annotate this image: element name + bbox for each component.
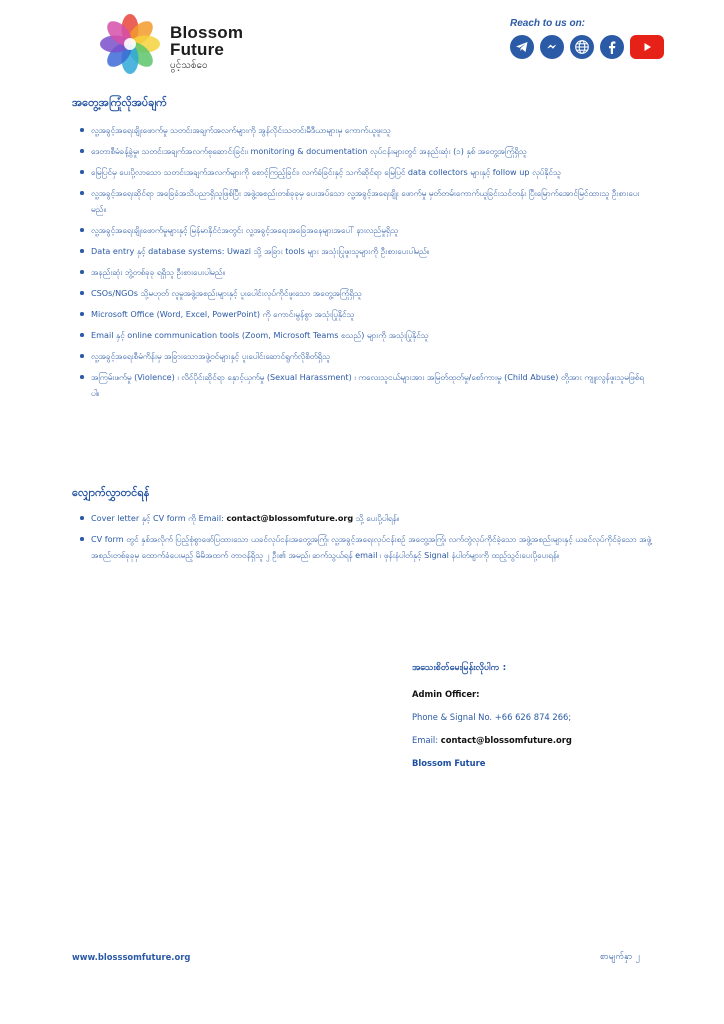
list-item: လူ့အခွင့်အရေးစီမံကိန်းမှ အခြားသောအဖွဲ့ဝင်များနှင့် ပူးပေါင်းဆောင်ရွက်လိုစိတ်ရှိသူ [80, 348, 652, 364]
contact-heading: အသေးစိတ်မေးမြန်းလိုပါက : [412, 663, 507, 673]
brand-name-line1: Blossom [170, 23, 244, 42]
social-links [510, 35, 664, 59]
list-item: မြေပြင်မှ ပေးပို့လာသော သတင်းအချက်အလက်များကို စောင့်ကြည့်ခြင်း၊ လက်ခံခြင်းနှင့် သက်ဆိုင်ရာ မြေပြင် data collectors များနှင့် follow up လုပ်နိုင်သူ [80, 164, 652, 180]
apply-text: သို့ ပေးပို့ပါရန်။ [353, 513, 400, 523]
contact-email-link[interactable]: contact@blossomfuture.org [440, 735, 572, 745]
apply-text: Cover letter နှင့် CV form ကို Email: [91, 513, 227, 523]
footer-url-link[interactable]: www.blosssomfuture.org [72, 952, 191, 962]
globe-icon[interactable] [570, 35, 594, 59]
list-item: လူ့အခွင့်အရေးချိုးဖောက်မှု သတင်းအချက်အလက်များကို အွန်လိုင်းသတင်းမီဒီယာများမှ ကောက်ယူဖူးသူ [80, 122, 652, 138]
footer-page-number: စာမျက်နှာ ၂ [600, 952, 640, 962]
contact-email-row [412, 735, 702, 745]
list-item: CV form တွင် နှစ်အလိုက် ပြည့်စုံစွာဖော်ပြထားသော ယခင်လုပ်ငန်းအတွေ့အကြုံ၊ လူ့အခွင့်အရေးလုပ်ငန်းစဉ် အတွေ့အကြုံ၊ လက်တွဲလုပ်ကိုင်ခဲ့သော အဖွဲ့အစည်းများနှင့် ယခင်လုပ်ကိုင်ခဲ့သော အဖွဲ့အစည်းတစ်ခုခုမှ ထောက်ခံပေးမည့် မိမိအထက် တာဝန်ရှိသူ ၂ ဦး၏ အမည်၊ ဆက်သွယ်ရန် email ၊ ဖုန်းနံပါတ်နှင့် Signal နံပါတ်များကို ထည့်သွင်းပေးပို့ပေးရန်။ [80, 531, 652, 563]
logo-center [124, 38, 136, 50]
facebook-icon[interactable] [600, 35, 624, 59]
brand-subtitle: ပွင့်သစ်ဝေ [170, 60, 208, 71]
requirements-list [80, 122, 652, 406]
brand-name-line2: Future [170, 40, 225, 59]
list-item [80, 510, 652, 526]
list-item: Data entry နှင့် database systems: Uwazi သို့ အခြား tools များ အသုံးပြုဖူးသူများကို ဦးစားပေးပါမည်။ [80, 243, 652, 259]
requirements-heading: အတွေ့အကြုံလိုအပ်ချက် [72, 96, 167, 109]
list-item: အကြမ်းဖက်မှု (Violence) ၊ လိင်ပိုင်းဆိုင်ရာ နှောင့်ယှက်မှု (Sexual Harassment) ၊ ကလေးသူငယ်များအား အမြတ်ထုတ်မှု/စော်ကားမှု (Child Abuse) တို့အား ကျူးလွန်ဖူးသူမဖြစ်ရပါ။ [80, 369, 652, 401]
contact-officer: Admin Officer: [412, 689, 480, 699]
messenger-icon[interactable] [540, 35, 564, 59]
contact-email-label: Email: [412, 735, 441, 745]
reach-label: Reach to us on: [510, 18, 586, 29]
apply-list [80, 510, 652, 568]
list-item: Email နှင့် online communication tools (Zoom, Microsoft Teams စသည်) များကို အသုံးပြုနိုင်သူ [80, 327, 652, 343]
contact-phone: Phone & Signal No. +66 626 874 266; [412, 712, 572, 722]
apply-heading: လျှောက်လွှာတင်ရန် [72, 486, 150, 499]
contact-block [412, 662, 702, 781]
apply-email-link[interactable]: contact@blossomfuture.org [226, 513, 354, 523]
list-item: လူ့အခွင့်အရေးချိုးဖောက်မှုများနှင့် မြန်မာနိုင်ငံအတွင်း လူ့အခွင့်အရေးအခြေအနေများအပေါ် နားလည်မှုရှိသူ [80, 222, 652, 238]
list-item: Microsoft Office (Word, Excel, PowerPoint) ကို ကောင်းမွန်စွာ အသုံးပြုနိုင်သူ [80, 306, 652, 322]
list-item: အနည်းဆုံး ဘွဲ့တစ်ခုခု ရရှိသူ ဦးစားပေးပါမည်။ [80, 264, 652, 280]
brand-name [170, 24, 243, 73]
flower-logo-icon [98, 12, 162, 76]
list-item: လူ့အခွင့်အရေးဆိုင်ရာ အခြေခံအသိပညာရှိသူဖြစ်ပြီး အဖွဲ့အစည်းတစ်ခုခုမှ ပေးအပ်သော လူ့အခွင့်အရေးချိုး ဖောက်မှု မှတ်တမ်းကောက်ယူခြင်းသင်တန်း ပြီးမြောက်အောင်မြင်ထားသူ ဦးစားပေးမည်။ [80, 185, 652, 217]
page-header [0, 0, 724, 90]
list-item: CSOs/NGOs သို့မဟုတ် လူမှုအဖွဲ့အစည်းများနှင့် ပူးပေါင်းလုပ်ကိုင်ဖူးသော အတွေ့အကြုံရှိသူ [80, 285, 652, 301]
telegram-icon[interactable] [510, 35, 534, 59]
list-item: ဒေတာစီမံခန့်ခွဲမှု၊ သတင်းအချက်အလက်စုဆောင်းခြင်း၊ monitoring & documentation လုပ်ငန်းများတွင် အနည်းဆုံး (၁) နှစ် အတွေ့အကြုံရှိသူ [80, 143, 652, 159]
contact-org: Blossom Future [412, 758, 486, 768]
youtube-icon[interactable] [630, 35, 664, 59]
